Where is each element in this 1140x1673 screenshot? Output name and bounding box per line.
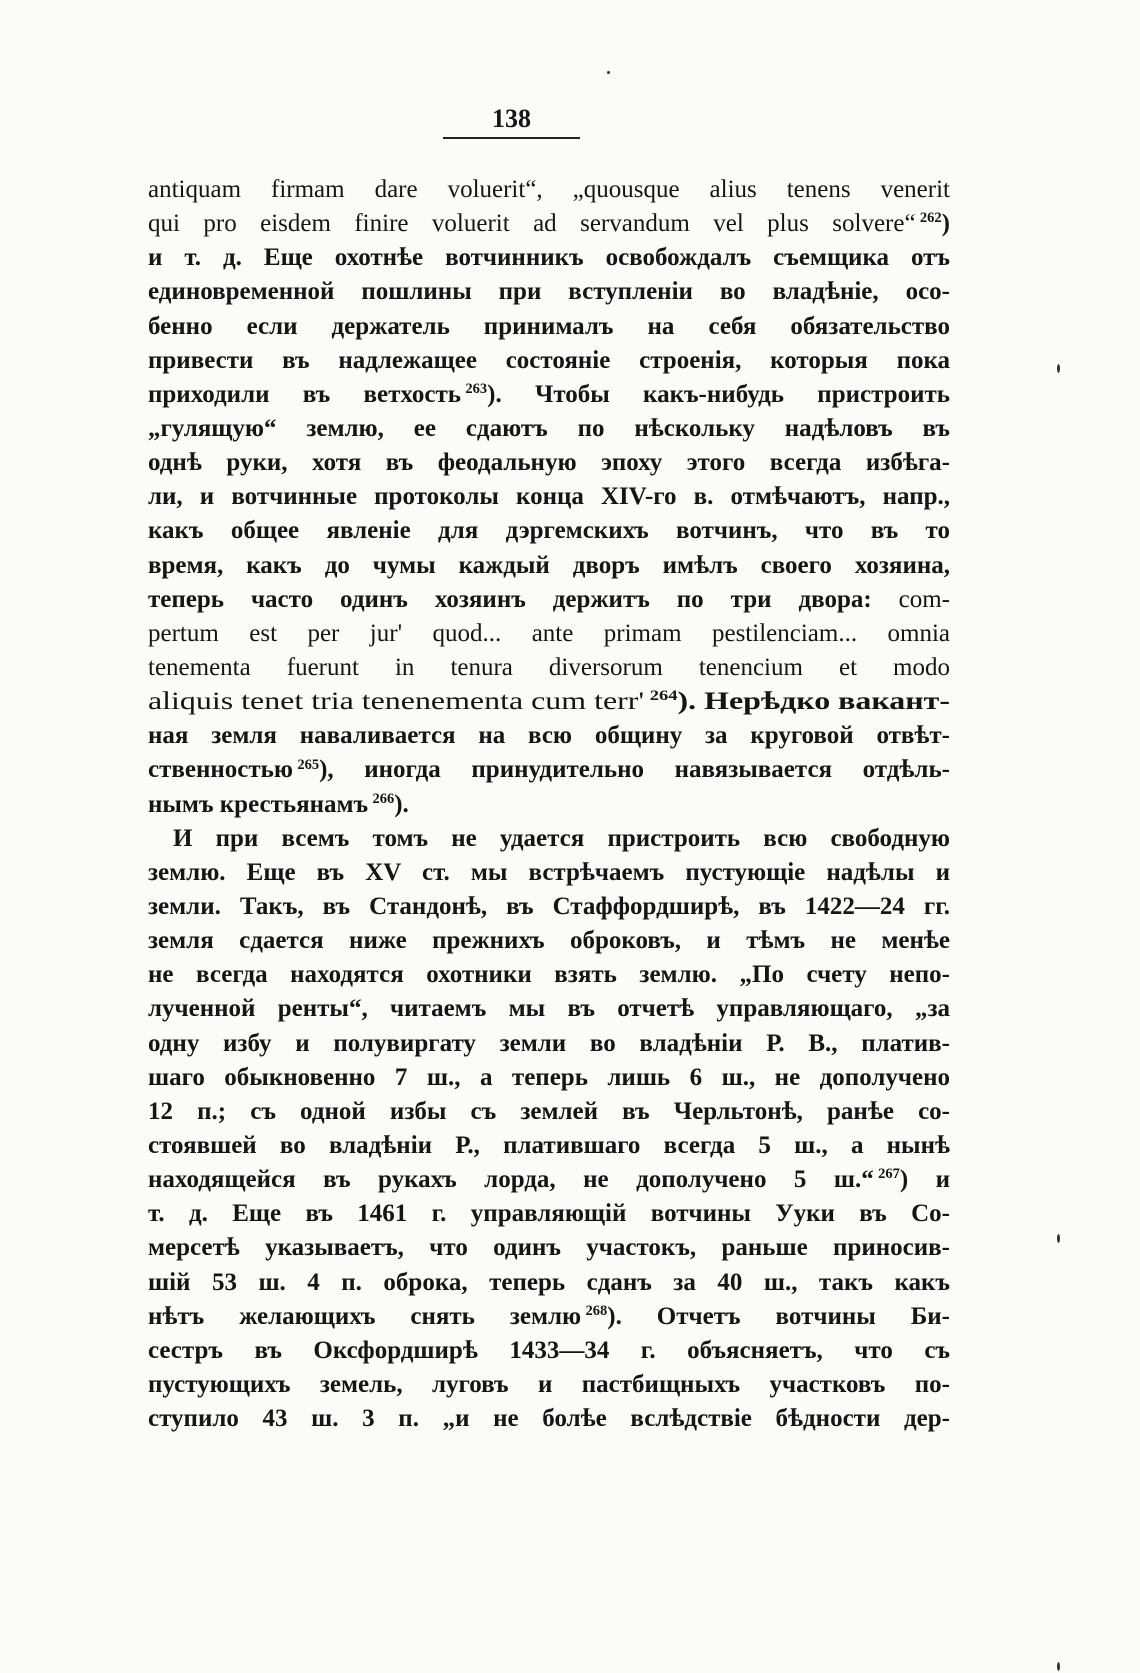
text-line-content bbox=[148, 310, 950, 344]
text-line bbox=[148, 822, 950, 856]
text-line bbox=[148, 1129, 950, 1163]
text-span: привести въ надлежащее состояніе строенія, которыя пока bbox=[148, 346, 950, 374]
text-line-content bbox=[148, 890, 950, 924]
text-span: находящейся въ рукахъ лорда, не дополучено 5 ш.“ bbox=[148, 1166, 874, 1194]
text-line-content bbox=[148, 788, 409, 825]
text-span: ). Чтобы какъ-нибудь пристроить bbox=[487, 380, 950, 408]
paragraph bbox=[148, 822, 950, 1437]
text-span: мерсетѣ указываетъ, что одинъ участокъ, раньше приносив- bbox=[148, 1234, 950, 1262]
text-line-content bbox=[148, 617, 950, 651]
text-span: „гулящую“ землю, ее сдаютъ по нѣскольку надѣловъ въ bbox=[148, 414, 950, 442]
text-span: нымъ крестьянамъ bbox=[148, 790, 369, 818]
text-span: приходили въ ветхость bbox=[148, 380, 462, 408]
text-line bbox=[148, 1266, 950, 1300]
scan-speck bbox=[607, 71, 610, 74]
text-line bbox=[148, 1163, 950, 1197]
text-line bbox=[148, 514, 950, 548]
text-span: qui pro eisdem finire voluerit ad servandum vel plus solvere“ bbox=[148, 210, 916, 238]
text-line bbox=[148, 651, 950, 685]
text-span: единовременной пошлины при вступленіи во владѣніе, осо- bbox=[148, 278, 950, 306]
text-span: шаго обыкновенно 7 ш., а теперь лишь 6 ш., не дополучено bbox=[148, 1063, 950, 1091]
text-line bbox=[148, 890, 950, 924]
text-line bbox=[148, 310, 950, 344]
text-line bbox=[148, 275, 950, 309]
scan-speck bbox=[1057, 1234, 1060, 1243]
text-line bbox=[148, 583, 950, 617]
text-line-content bbox=[173, 822, 950, 856]
text-line bbox=[148, 958, 950, 992]
text-span: сестръ въ Оксфордширѣ 1433—34 г. объясняетъ, что съ bbox=[148, 1336, 950, 1364]
text-line-content bbox=[148, 958, 950, 992]
text-line bbox=[148, 173, 950, 207]
footnote-ref: 264 bbox=[649, 688, 678, 705]
text-span: бенно если держатель принималъ на себя обязательство bbox=[148, 312, 950, 340]
footnote-ref: 267 bbox=[878, 1166, 900, 1183]
text-line bbox=[148, 207, 950, 241]
text-span: стоявшей во владѣніи Р., платившаго всегда 5 ш., а нынѣ bbox=[148, 1131, 950, 1159]
text-span: т. д. Еще въ 1461 г. управляющій вотчины Ууки въ Со- bbox=[148, 1200, 950, 1228]
text-line-content bbox=[148, 1402, 950, 1436]
text-span: время, какъ до чумы каждый дворъ имѣлъ своего хозяина, bbox=[148, 551, 950, 579]
text-line bbox=[148, 412, 950, 446]
footnote-ref: 266 bbox=[372, 790, 395, 807]
text-line bbox=[148, 788, 950, 822]
text-line bbox=[148, 1368, 950, 1402]
text-line bbox=[148, 1231, 950, 1265]
text-line bbox=[148, 992, 950, 1026]
text-span: pertum est per jur' quod... ante primam pestilenciam... omnia bbox=[148, 619, 950, 647]
text-line bbox=[148, 446, 950, 480]
text-line-content bbox=[148, 480, 950, 514]
text-span: не всегда находятся охотники взять землю. „По счету непо- bbox=[148, 961, 950, 989]
text-span: com- bbox=[898, 585, 950, 613]
text-span: tenementa fuerunt in tenura diversorum tenencium et modo bbox=[148, 653, 950, 681]
text-span: ная земля наваливается на всю общину за круговой отвѣт- bbox=[148, 722, 950, 750]
text-line bbox=[148, 344, 950, 378]
text-line bbox=[148, 1402, 950, 1436]
text-line-content bbox=[148, 173, 950, 207]
text-line-content bbox=[148, 1061, 950, 1095]
text-line bbox=[148, 1334, 950, 1368]
text-line-content bbox=[148, 1334, 950, 1368]
text-line-content bbox=[148, 685, 950, 722]
text-span: ступило 43 ш. 3 п. „и не болѣе вслѣдствіе бѣдности дер- bbox=[148, 1405, 950, 1433]
scan-speck bbox=[1057, 364, 1060, 373]
text-span: ) bbox=[941, 210, 950, 238]
text-span: 12 п.; съ одной избы съ землей въ Черльтонѣ, ранѣе со- bbox=[148, 1097, 950, 1125]
text-line bbox=[148, 685, 950, 719]
text-line-content bbox=[148, 1027, 950, 1061]
text-line bbox=[148, 378, 950, 412]
text-span: землю. Еще въ XV ст. мы встрѣчаемъ пустующіе надѣлы и bbox=[148, 858, 950, 886]
text-line-content bbox=[148, 583, 950, 617]
text-span: пустующихъ земель, луговъ и пастбищныхъ участковъ по- bbox=[148, 1370, 950, 1398]
text-line-content bbox=[148, 1129, 950, 1163]
text-line-content bbox=[148, 549, 950, 583]
text-line-content bbox=[148, 856, 950, 890]
text-line bbox=[148, 549, 950, 583]
body-text bbox=[148, 173, 950, 1436]
footnote-ref: 263 bbox=[465, 381, 488, 398]
text-span: ), иногда принудительно навязывается отдѣль- bbox=[319, 756, 950, 784]
text-span: земля сдается ниже прежнихъ оброковъ, и тѣмъ не менѣе bbox=[148, 927, 950, 955]
paragraph bbox=[148, 173, 950, 822]
text-span: лученной ренты“, читаемъ мы въ отчетѣ управляющаго, „за bbox=[148, 995, 950, 1023]
text-line bbox=[148, 1027, 950, 1061]
text-line-content bbox=[148, 344, 950, 378]
text-span: ) и bbox=[899, 1166, 950, 1194]
text-line bbox=[148, 719, 950, 753]
text-line bbox=[148, 1061, 950, 1095]
footnote-ref: 268 bbox=[585, 1302, 608, 1319]
text-line-content bbox=[148, 1368, 950, 1402]
text-span: однѣ руки, хотя въ феодальную эпоху этого всегда избѣга- bbox=[148, 449, 950, 477]
text-span: ли, и вотчинные протоколы конца XIV-го в. отмѣчаютъ, напр., bbox=[148, 483, 950, 511]
text-line-content bbox=[148, 275, 950, 309]
text-line-content bbox=[148, 719, 950, 753]
text-span: ). bbox=[394, 790, 409, 818]
text-span: antiquam firmam dare voluerit“, „quousque alius tenens venerit bbox=[148, 176, 950, 203]
text-span: и т. д. Еще охотнѣе вотчинникъ освобождалъ съемщика отъ bbox=[148, 244, 950, 272]
text-line-content bbox=[148, 651, 950, 685]
text-line-content bbox=[148, 514, 950, 548]
text-line-content bbox=[148, 207, 950, 244]
page-number-rule bbox=[443, 137, 580, 139]
text-line-content bbox=[148, 1163, 950, 1200]
text-line-content bbox=[148, 924, 950, 958]
text-line-content bbox=[148, 241, 950, 275]
text-line-content bbox=[148, 992, 950, 1026]
text-span: одну избу и полувиргату земли во владѣніи Р. В., платив- bbox=[148, 1029, 950, 1057]
text-span: aliquis tenet tria tenenementa cum terr' bbox=[148, 688, 645, 716]
text-line bbox=[148, 1095, 950, 1129]
text-span: какъ общее явленіе для дэргемскихъ вотчинъ, что въ то bbox=[148, 517, 950, 545]
text-line bbox=[148, 617, 950, 651]
text-line-content bbox=[148, 1095, 950, 1129]
page-number: 138 bbox=[492, 104, 531, 133]
text-line bbox=[148, 241, 950, 275]
text-span: И при всемъ томъ не удается пристроить всю свободную bbox=[173, 824, 950, 852]
text-line-content bbox=[148, 1197, 950, 1231]
text-span: шій 53 ш. 4 п. оброка, теперь сданъ за 40 ш., такъ какъ bbox=[148, 1268, 950, 1296]
scan-speck bbox=[1057, 1662, 1060, 1671]
text-line bbox=[148, 1300, 950, 1334]
text-line-content bbox=[148, 446, 950, 480]
text-span: ). Отчетъ вотчины Би- bbox=[607, 1302, 950, 1330]
text-span: земли. Такъ, въ Стандонѣ, въ Стаффордширѣ, въ 1422—24 гг. bbox=[148, 892, 950, 920]
text-line bbox=[148, 753, 950, 787]
text-line-content bbox=[148, 753, 950, 790]
text-line-content bbox=[148, 1300, 950, 1337]
text-line-content bbox=[148, 1231, 950, 1265]
text-span: нѣтъ желающихъ снять землю bbox=[148, 1302, 582, 1330]
text-span: теперь часто одинъ хозяинъ держитъ по три двора: bbox=[148, 585, 872, 613]
text-line-content bbox=[148, 412, 950, 446]
footnote-ref: 262 bbox=[919, 210, 942, 227]
text-line bbox=[148, 856, 950, 890]
text-span: ). Нерѣдко вакант- bbox=[677, 688, 951, 716]
text-line bbox=[148, 1197, 950, 1231]
text-line bbox=[148, 924, 950, 958]
text-line-content bbox=[148, 1266, 950, 1300]
text-span: ственностью bbox=[148, 756, 293, 784]
text-line-content bbox=[148, 378, 950, 415]
text-line bbox=[148, 480, 950, 514]
footnote-ref: 265 bbox=[297, 756, 320, 773]
